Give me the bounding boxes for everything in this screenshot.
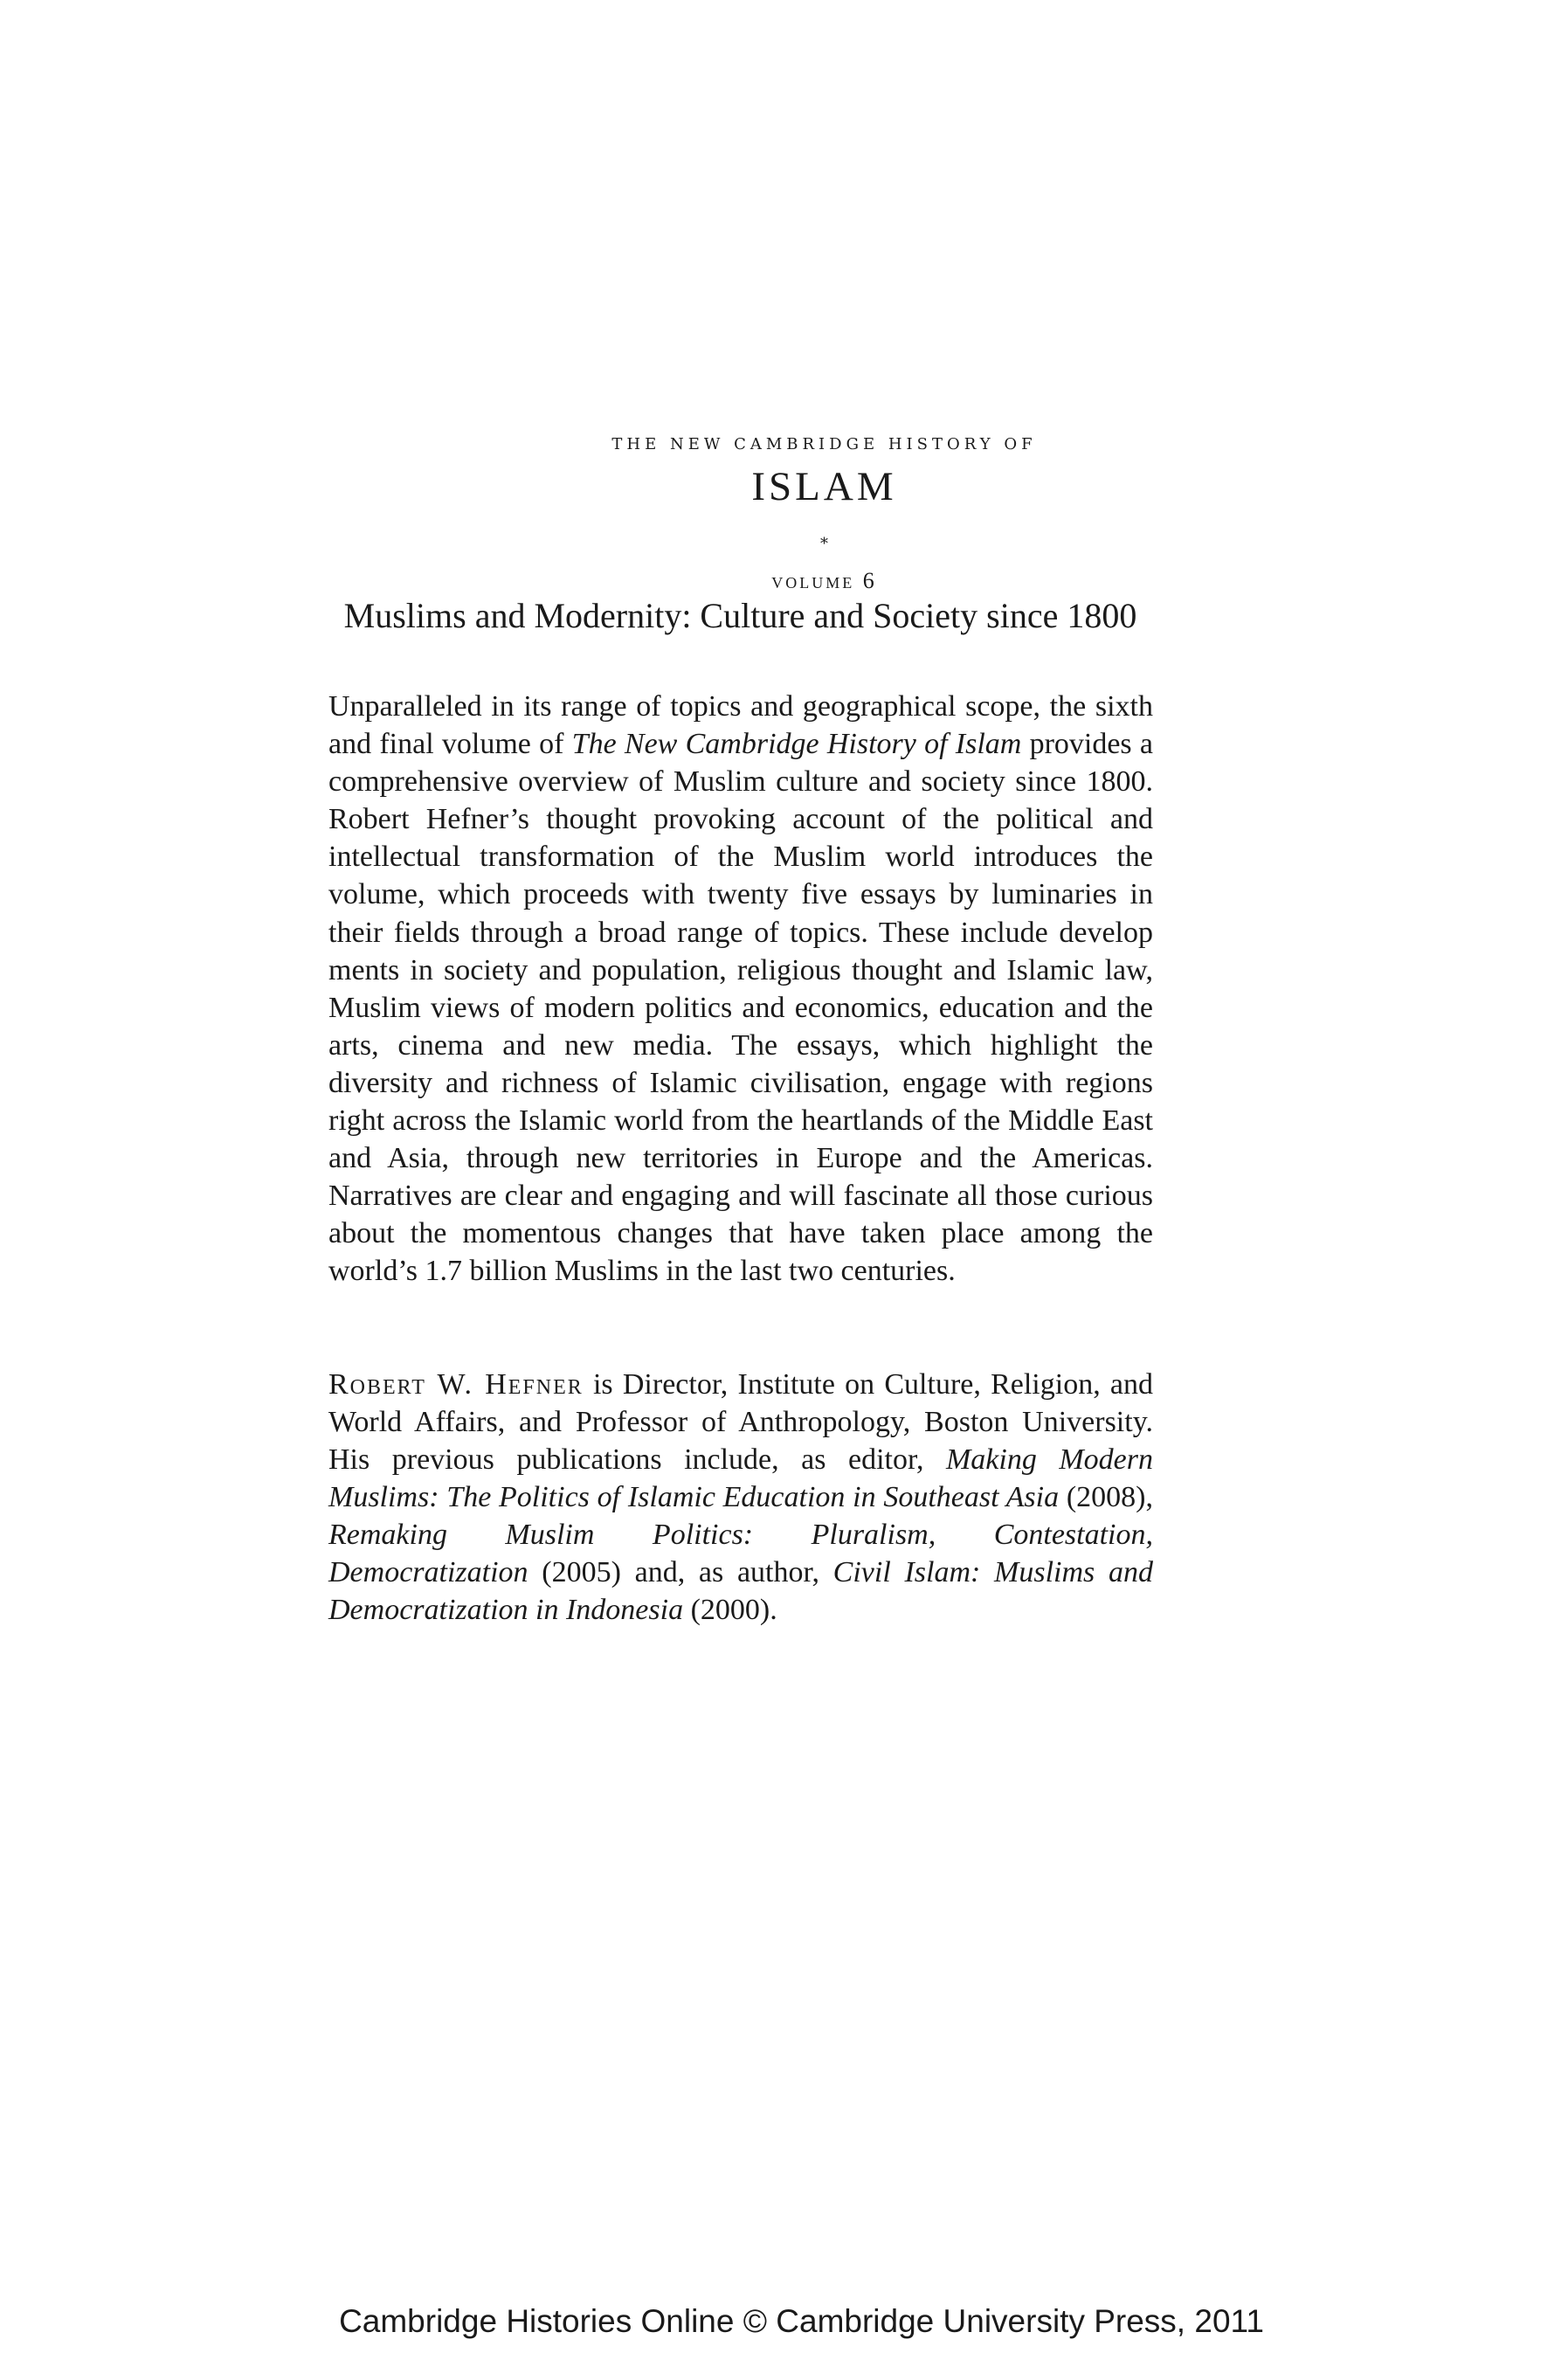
blurb-text-a: Unparalleled in its range of topics and geographical scope, the sixth and final volume of [328, 690, 1153, 761]
copyright-footer: Cambridge Histories Online © Cambridge University Press, 2011 [339, 2303, 1264, 2339]
bio-text-d: (2000). [683, 1594, 777, 1626]
volume-number: 6 [862, 568, 877, 593]
series-title: THE NEW CAMBRIDGE HISTORY OF [611, 435, 1037, 453]
work-title-2: Remaking Muslim Politics: Pluralism, Contestation, Democratization [328, 1519, 1153, 1588]
work-title-1: Making Modern Muslims: The Politics of Islamic Education in Southeast Asia [328, 1443, 1153, 1513]
ornament-asterisk: * [820, 535, 828, 553]
series-title-italic: The New Cambridge History of Islam [571, 728, 1022, 761]
volume-title: Muslims and Modernity: Culture and Society since 1800 [343, 596, 1137, 635]
book-title: ISLAM [751, 464, 897, 509]
author-bio [328, 1366, 1153, 1629]
blurb-text-b: provides a comprehensive overview of Muslim culture and society since 1800. Robert Hefner’s thought provoking account of the political and intellectual transformation of the Muslim world introduces the volume, which proceeds with twenty five essays by luminaries in their fields through a broad range of topics. These include develop ments in society and population, religious thought and Islamic law, Muslim views of modern politics and economics, education and the arts, cinema and new media. The essays, which highlight the diversity and richness of Islamic civilisation, engage with regions right across the Islamic world from the heartlands of the Middle East and Asia, through new territories in Europe and the Americas. Narratives are clear and engaging and will fascinate all those curious about the momentous changes that have taken place among the world’s 1.7 billion Muslims in the last two centuries. [328, 728, 1153, 1288]
volume-label [0, 568, 1568, 594]
bio-text-b: (2008), [1059, 1481, 1153, 1513]
description-paragraph [328, 688, 1153, 1291]
author-name: Robert W. Hefner [328, 1368, 584, 1401]
volume-word: volume [771, 568, 855, 593]
bio-text-c: (2005) and, as author, [528, 1556, 833, 1588]
work-title-3: Civil Islam: Muslims and Democratization in Indonesia [328, 1556, 1153, 1626]
bio-text-a: is Director, Institute on Culture, Religion, and World Affairs, and Professor of Anthropology, Boston University. His previous publications include, as editor, [328, 1368, 1153, 1476]
